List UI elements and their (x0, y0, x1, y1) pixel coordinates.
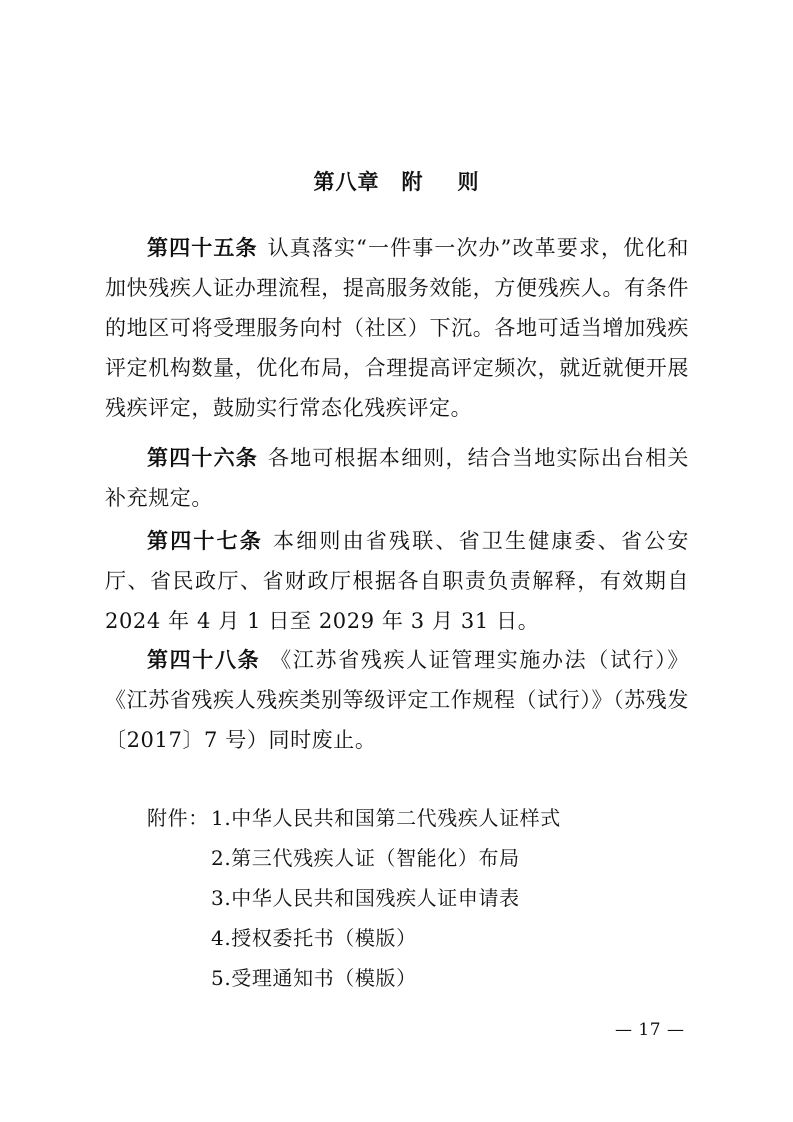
article-47 (105, 521, 689, 641)
page-number: — 17 — (615, 1020, 685, 1040)
chapter-word-1: 附 (401, 170, 424, 194)
attachment-item: 2.第三代残疾人证（智能化）布局 (211, 846, 520, 870)
chapter-number: 第八章 (313, 170, 380, 194)
article-body: 认真落实“一件事一次办”改革要求，优化和加快残疾人证办理流程，提高服务效能，方便残疾人。有条件的地区可将受理服务向村（社区）下沉。各地可适当增加残疾评定机构数量，优化布局，合理提高评定频次，就近就便开展残疾评定，鼓励实行常态化残疾评定。 (105, 236, 689, 420)
chapter-title (0, 166, 793, 196)
attachment-item: 5.受理通知书（模版） (211, 966, 417, 990)
article-body: 各地可根据本细则，结合当地实际出台相关补充规定。 (105, 446, 690, 510)
attachments-list (147, 798, 561, 998)
attachment-item: 3.中华人民共和国残疾人证申请表 (211, 886, 520, 910)
article-heading: 第四十六条 (147, 446, 258, 470)
article-46 (105, 438, 689, 518)
article-heading: 第四十八条 (147, 648, 261, 672)
attachments-label: 附件： (147, 806, 209, 830)
article-45 (105, 228, 689, 428)
article-body: 本细则由省残联、省卫生健康委、省公安厅、省民政厅、省财政厅根据各自职责负责解释，有效期自 2024 年 4 月 1 日至 2029 年 3 月 31 日。 (105, 529, 689, 633)
article-heading: 第四十七条 (147, 529, 263, 553)
chapter-word-2: 则 (457, 170, 480, 194)
attachment-item: 附件： 1.中华人民共和国第二代残疾人证样式 (147, 798, 561, 838)
attachment-item: 4.授权委托书（模版） (211, 926, 417, 950)
article-48 (105, 640, 689, 760)
article-body: 《江苏省残疾人证管理实施办法（试行）》《江苏省残疾人残疾类别等级评定工作规程（试行）》（苏残发〔2017〕7 号）同时废止。 (105, 648, 690, 752)
article-heading: 第四十五条 (147, 236, 258, 260)
